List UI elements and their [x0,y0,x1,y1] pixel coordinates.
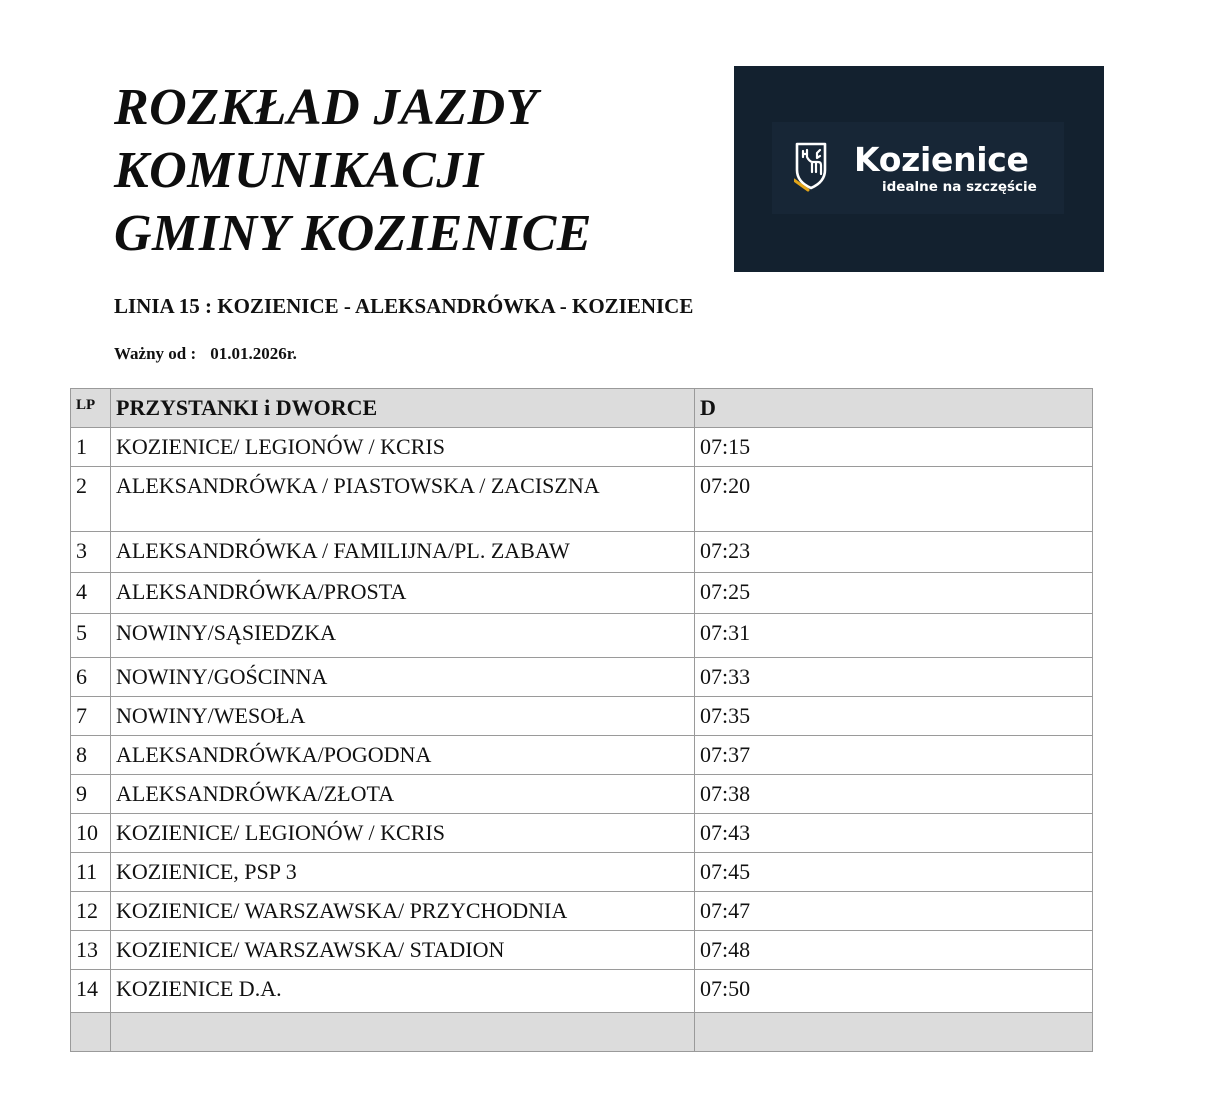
row-lp: 9 [71,775,111,814]
row-stop: NOWINY/GOŚCINNA [111,658,695,697]
row-stop: KOZIENICE/ WARSZAWSKA/ PRZYCHODNIA [111,892,695,931]
table-row [71,931,1093,970]
valid-from [114,343,297,365]
row-time: 07:23 [695,532,1093,573]
row-stop: NOWINY/SĄSIEDZKA [111,614,695,658]
table-row [71,853,1093,892]
table-row [71,428,1093,467]
title-line-3: GMINY KOZIENICE [114,205,592,262]
row-stop: ALEKSANDRÓWKA / FAMILIJNA/PL. ZABAW [111,532,695,573]
row-lp: 13 [71,931,111,970]
row-stop: ALEKSANDRÓWKA/POGODNA [111,736,695,775]
row-time: 07:25 [695,573,1093,614]
row-lp: 2 [71,467,111,532]
header-lp: LP [71,389,111,428]
row-time: 07:35 [695,697,1093,736]
timetable [70,388,1093,1052]
row-lp: 14 [71,970,111,1013]
footer-cell [111,1013,695,1052]
row-lp: 6 [71,658,111,697]
row-time: 07:38 [695,775,1093,814]
row-lp: 3 [71,532,111,573]
row-lp: 1 [71,428,111,467]
row-time: 07:33 [695,658,1093,697]
row-time: 07:37 [695,736,1093,775]
row-lp: 12 [71,892,111,931]
row-lp: 8 [71,736,111,775]
table-row [71,736,1093,775]
table-row [71,814,1093,853]
row-stop: NOWINY/WESOŁA [111,697,695,736]
valid-date: 01.01.2026r. [210,344,297,363]
row-time: 07:47 [695,892,1093,931]
table-header-row [71,389,1093,428]
row-time: 07:31 [695,614,1093,658]
row-time: 07:43 [695,814,1093,853]
document-title [114,76,592,265]
title-line-1: ROZKŁAD JAZDY [114,79,538,136]
row-stop: KOZIENICE D.A. [111,970,695,1013]
row-lp: 4 [71,573,111,614]
city-logo [734,66,1104,272]
header-stops: PRZYSTANKI i DWORCE [111,389,695,428]
row-time: 07:20 [695,467,1093,532]
row-time: 07:45 [695,853,1093,892]
table-row [71,775,1093,814]
table-footer-row [71,1013,1093,1052]
row-stop: KOZIENICE/ LEGIONÓW / KCRIS [111,428,695,467]
row-lp: 7 [71,697,111,736]
table-row [71,614,1093,658]
row-lp: 11 [71,853,111,892]
row-time: 07:15 [695,428,1093,467]
row-time: 07:50 [695,970,1093,1013]
table-row [71,573,1093,614]
table-row [71,658,1093,697]
deer-shield-icon [794,140,830,192]
row-stop: ALEKSANDRÓWKA/ZŁOTA [111,775,695,814]
title-line-2: KOMUNIKACJI [114,142,484,199]
table-row [71,970,1093,1013]
table-row [71,892,1093,931]
valid-label: Ważny od : [114,344,197,363]
table-row [71,532,1093,573]
row-lp: 5 [71,614,111,658]
row-time: 07:48 [695,931,1093,970]
header-departure: D [695,389,1093,428]
line-heading: LINIA 15 : KOZIENICE - ALEKSANDRÓWKA - KOZIENICE [114,294,694,318]
footer-cell [695,1013,1093,1052]
row-stop: KOZIENICE/ WARSZAWSKA/ STADION [111,931,695,970]
logo-panel [772,122,1064,214]
logo-tagline: idealne na szczęście [882,179,1037,195]
row-stop: ALEKSANDRÓWKA/PROSTA [111,573,695,614]
row-lp: 10 [71,814,111,853]
logo-name: Kozienice [854,140,1029,179]
table-row [71,697,1093,736]
row-stop: KOZIENICE, PSP 3 [111,853,695,892]
table-row [71,467,1093,532]
footer-cell [71,1013,111,1052]
row-stop: KOZIENICE/ LEGIONÓW / KCRIS [111,814,695,853]
row-stop: ALEKSANDRÓWKA / PIASTOWSKA / ZACISZNA [111,467,695,532]
